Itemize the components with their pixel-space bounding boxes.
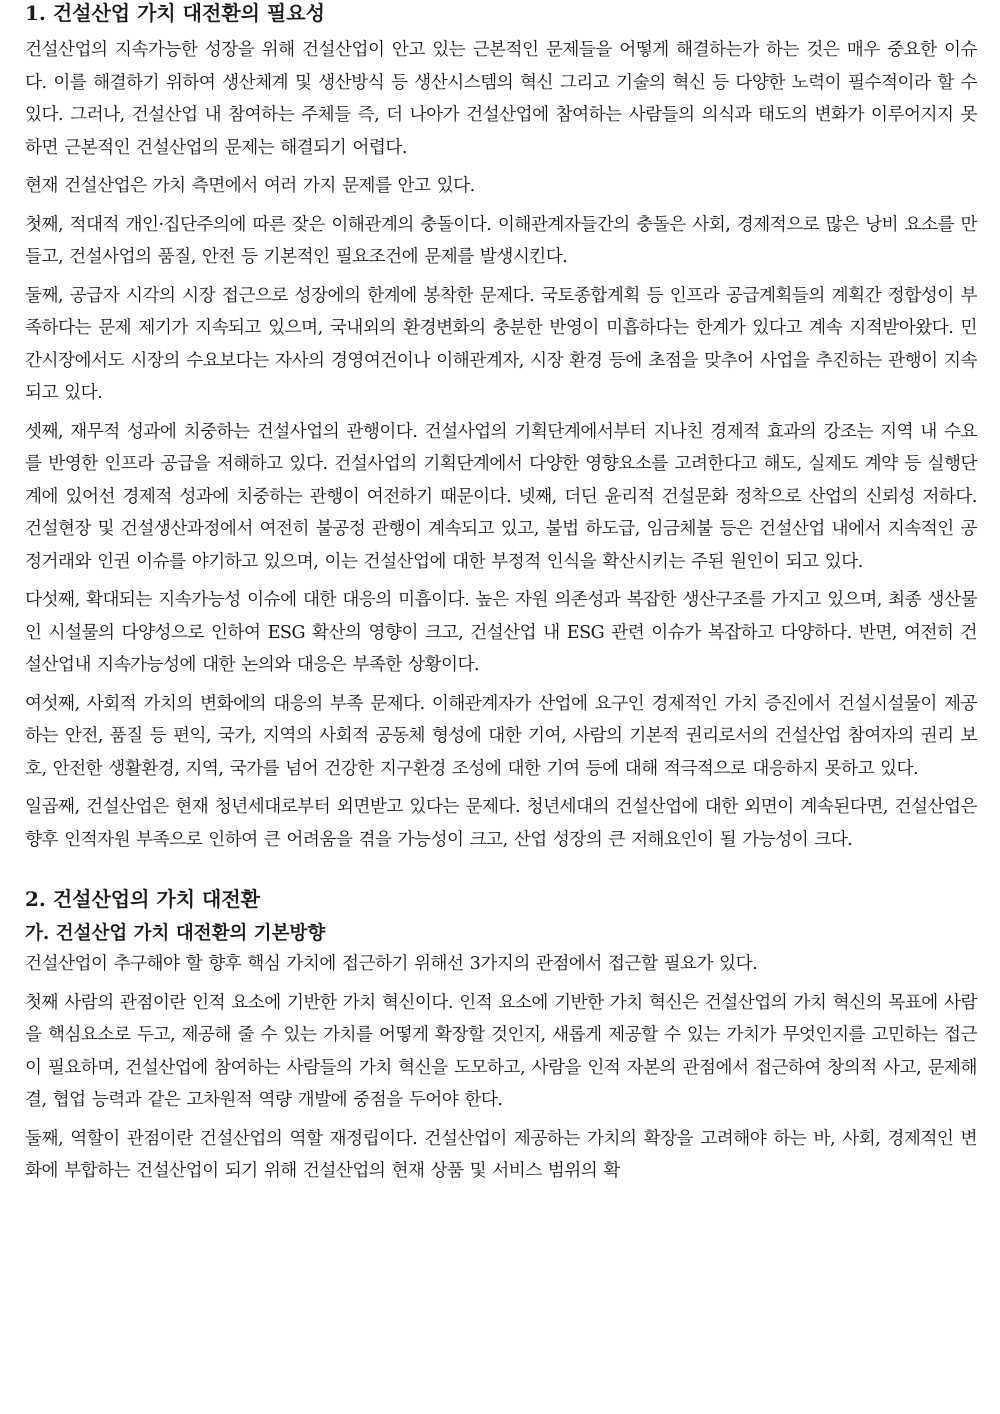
paragraph: 다섯째, 확대되는 지속가능성 이슈에 대한 대응의 미흡이다. 높은 자원 의존성과 복잡한 생산구조를 가지고 있으며, 최종 생산물인 시설물의 다양성으로 인하여 ESG 확산의 영향이 크고, 건설산업 내 ESG 관련 이슈가 복잡하고 다양하다. 반면, 여전히 건설산업내 지속가능성에 대한 논의와 대응은 부족한 상황이다. bbox=[25, 590, 977, 675]
section-2-heading: 2. 건설산업의 가치 대전환 bbox=[25, 887, 260, 911]
paragraph: 현재 건설산업은 가치 측면에서 여러 가지 문제를 안고 있다. bbox=[25, 176, 475, 196]
paragraph: 둘째, 공급자 시각의 시장 접근으로 성장에의 한계에 봉착한 문제다. 국토종합계획 등 인프라 공급계획들의 계획간 정합성이 부족하다는 문제 제기가 지속되고 있으며, 국내외의 환경변화의 충분한 반영이 미흡하다는 한계가 있다고 계속 지적받아왔다. 민간시장에서도 시장의 수요보다는 자사의 경영여건이나 이해관계자, 시장 환경 등에 초점을 맞추어 사업을 추진하는 관행이 지속되고 있다. bbox=[25, 285, 977, 403]
paragraph: 여섯째, 사회적 가치의 변화에의 대응의 부족 문제다. 이해관계자가 산업에 요구인 경제적인 가치 증진에서 건설시설물이 제공하는 안전, 품질 등 편익, 국가, 지역의 사회적 공동체 형성에 대한 기여, 사람의 기본적 권리로서의 건설산업 참여자의 권리 보호, 안전한 생활환경, 지역, 국가를 넘어 건강한 지구환경 조성에 대한 기여 등에 대해 적극적으로 대응하지 못하고 있다. bbox=[25, 693, 977, 779]
section-1-heading: 1. 건설산업 가치 대전환의 필요성 bbox=[25, 1, 325, 25]
paragraph: 건설산업의 지속가능한 성장을 위해 건설산업이 안고 있는 근본적인 문제들을 어떻게 해결하는가 하는 것은 매우 중요한 이슈다. 이를 해결하기 위하여 생산체계 및 생산방식 등 생산시스템의 혁신 그리고 기술의 혁신 등 다양한 노력이 필수적이라 할 수 있다. 그러나, 건설산업 내 참여하는 주체들 즉, 더 나아가 건설산업에 참여하는 사람들의 의식과 태도의 변화가 이루어지지 못하면 근본적인 건설산업의 문제는 해결되기 어렵다. bbox=[25, 40, 977, 158]
document-page bbox=[25, 0, 977, 1188]
paragraph: 건설산업이 추구해야 할 향후 핵심 가치에 접근하기 위해선 3가지의 관점에서 접근할 필요가 있다. bbox=[25, 954, 758, 974]
paragraph: 둘째, 역할이 관점이란 건설산업의 역할 재정립이다. 건설산업이 제공하는 가치의 확장을 고려해야 하는 바, 사회, 경제적인 변화에 부합하는 건설산업이 되기 위해 건설산업의 현재 상품 및 서비스 범위의 확 bbox=[25, 1128, 977, 1181]
paragraph: 첫째 사람의 관점이란 인적 요소에 기반한 가치 혁신이다. 인적 요소에 기반한 가치 혁신은 건설산업의 가치 혁신의 목표에 사람을 핵심요소로 두고, 제공해 줄 수 있는 가치를 어떻게 확장할 것인지, 새롭게 제공할 수 있는 가치가 무엇인지를 고민하는 접근이 필요하며, 건설산업에 참여하는 사람들의 가치 혁신을 도모하고, 사람을 인적 자본의 관점에서 접근하여 창의적 사고, 문제해결, 협업 능력과 같은 고차원적 역량 개발에 중점을 두어야 한다. bbox=[25, 992, 977, 1110]
paragraph: 첫째, 적대적 개인·집단주의에 따른 잦은 이해관계의 충돌이다. 이해관계자들간의 충돌은 사회, 경제적으로 많은 낭비 요소를 만들고, 건설사업의 품질, 안전 등 기본적인 필요조건에 문제를 발생시킨다. bbox=[25, 214, 977, 267]
paragraph: 셋째, 재무적 성과에 치중하는 건설사업의 관행이다. 건설사업의 기획단계에서부터 지나친 경제적 효과의 강조는 지역 내 수요를 반영한 인프라 공급을 저해하고 있다. 건설사업의 기획단계에서 다양한 영향요소를 고려한다고 해도, 실제도 계약 등 실행단계에 있어선 경제적 성과에 치중하는 관행이 여전하기 때문이다. 넷째, 더딘 윤리적 건설문화 정착으로 산업의 신뢰성 저하다. 건설현장 및 건설생산과정에서 여전히 불공정 관행이 계속되고 있고, 불법 하도급, 임금체불 등은 건설산업 내에서 지속적인 공정거래와 인권 이슈를 야기하고 있으며, 이는 건설산업에 대한 부정적 인식을 확산시키는 주된 원인이 되고 있다. bbox=[25, 421, 977, 572]
paragraph: 일곱째, 건설산업은 현재 청년세대로부터 외면받고 있다는 문제다. 청년세대의 건설산업에 대한 외면이 계속된다면, 건설산업은 향후 인적자원 부족으로 인하여 큰 어려움을 겪을 가능성이 크고, 산업 성장의 큰 저해요인이 될 가능성이 크다. bbox=[25, 797, 977, 850]
section-2-subheading: 가. 건설산업 가치 대전환의 기본방향 bbox=[25, 923, 326, 944]
